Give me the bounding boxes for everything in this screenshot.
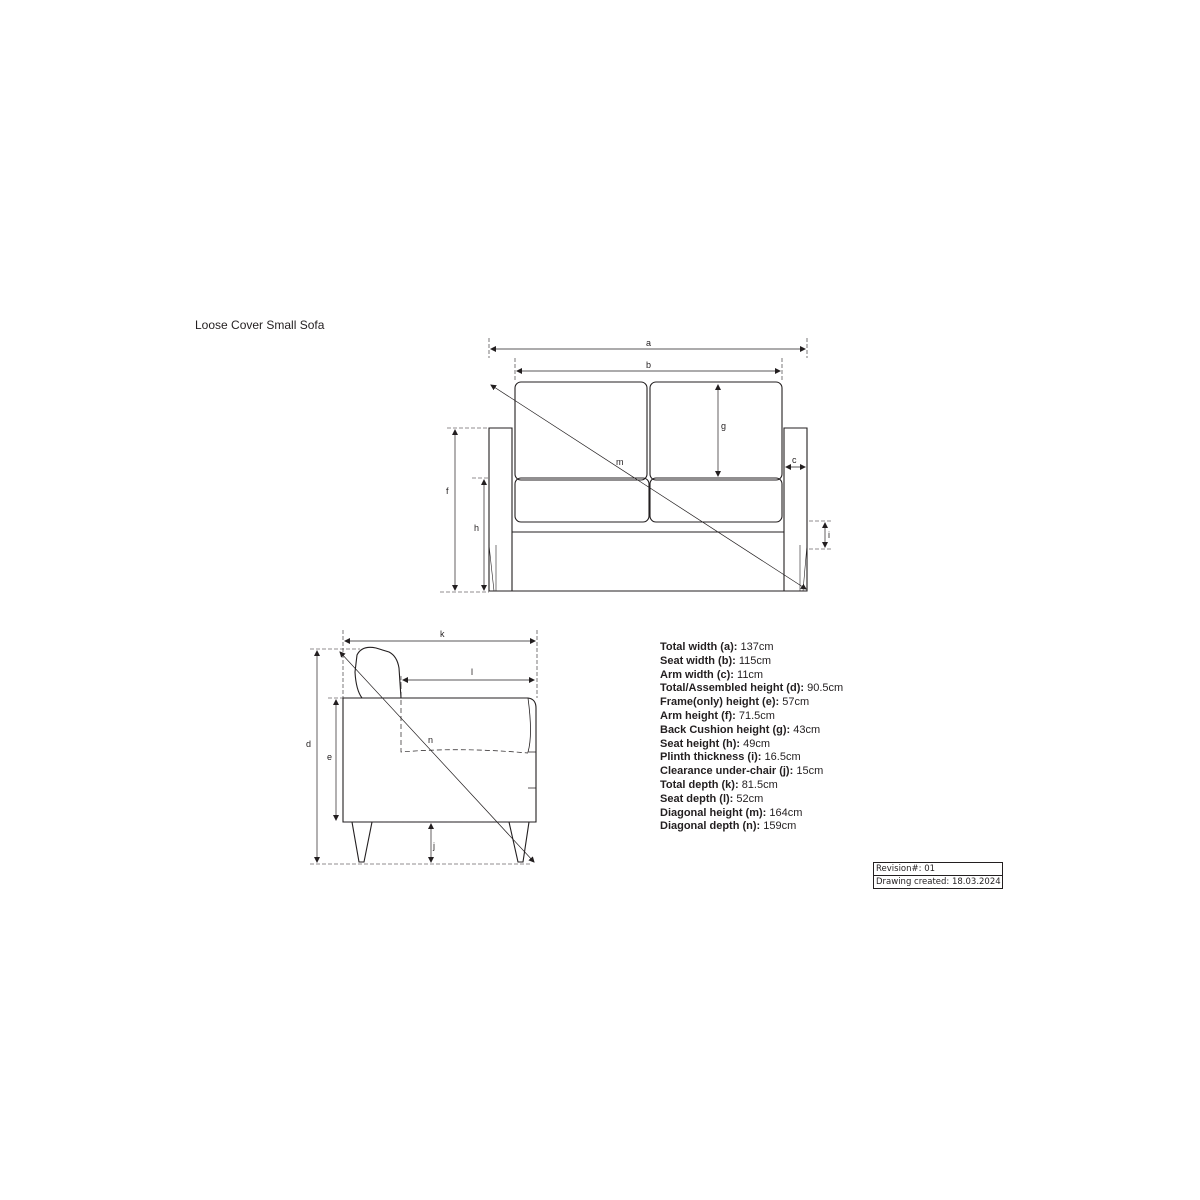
spec-row bbox=[660, 641, 843, 655]
spec-value: 57cm bbox=[782, 696, 810, 709]
spec-value: 115cm bbox=[738, 654, 772, 667]
spec-row bbox=[660, 655, 843, 669]
spec-row bbox=[660, 682, 843, 696]
spec-row bbox=[660, 779, 843, 793]
side-view-labels bbox=[306, 629, 473, 851]
spec-value: 52cm bbox=[736, 792, 764, 805]
spec-label: Back Cushion height (g): bbox=[660, 723, 791, 736]
label-m: m bbox=[616, 457, 624, 467]
dim-m-line bbox=[491, 385, 806, 589]
label-n: n bbox=[428, 735, 434, 745]
label-k: k bbox=[440, 629, 445, 639]
spec-row bbox=[660, 765, 843, 779]
side-view bbox=[310, 630, 537, 864]
label-h: h bbox=[474, 523, 480, 533]
side-leg-front bbox=[352, 822, 372, 862]
side-back-cushion bbox=[355, 647, 401, 698]
spec-label: Arm width (c): bbox=[660, 668, 734, 681]
spec-row bbox=[660, 807, 843, 821]
label-l: l bbox=[471, 667, 473, 677]
label-e: e bbox=[327, 752, 333, 762]
side-seat-hidden bbox=[401, 684, 528, 753]
spec-value: 164cm bbox=[769, 806, 803, 819]
label-j: j bbox=[433, 841, 435, 851]
spec-label: Total width (a): bbox=[660, 641, 738, 653]
side-leg-back bbox=[509, 822, 529, 862]
drawing-created-date: Drawing created: 18.03.2024 bbox=[876, 877, 1001, 887]
right-skirt bbox=[800, 545, 807, 591]
spec-value: 90.5cm bbox=[807, 682, 844, 695]
left-skirt bbox=[489, 545, 496, 591]
spec-label: Frame(only) height (e): bbox=[660, 696, 780, 709]
spec-value: 16.5cm bbox=[764, 751, 801, 764]
front-view bbox=[440, 338, 832, 592]
seat-cushion-left bbox=[515, 478, 649, 522]
spec-label: Total depth (k): bbox=[660, 778, 739, 791]
spec-row bbox=[660, 669, 843, 683]
revision-number: Revision#: 01 bbox=[876, 864, 936, 874]
spec-label: Total/Assembled height (d): bbox=[660, 682, 805, 695]
label-a: a bbox=[646, 338, 652, 348]
label-g: g bbox=[721, 421, 727, 431]
spec-label: Seat depth (l): bbox=[660, 792, 734, 805]
spec-row bbox=[660, 751, 843, 765]
revision-box bbox=[873, 862, 1003, 889]
spec-label: Diagonal height (m): bbox=[660, 806, 767, 819]
back-cushion-right bbox=[650, 382, 782, 480]
spec-row bbox=[660, 710, 843, 724]
right-arm bbox=[784, 428, 807, 591]
dimension-specs bbox=[660, 641, 843, 834]
spec-value: 71.5cm bbox=[738, 709, 775, 722]
spec-label: Clearance under-chair (j): bbox=[660, 765, 794, 778]
spec-row bbox=[660, 793, 843, 807]
spec-label: Seat height (h): bbox=[660, 737, 741, 750]
spec-row bbox=[660, 696, 843, 710]
spec-row bbox=[660, 738, 843, 752]
seat-cushion-right bbox=[650, 478, 782, 522]
label-i: i bbox=[828, 530, 830, 540]
drawing-title: Loose Cover Small Sofa bbox=[195, 318, 325, 332]
spec-label: Arm height (f): bbox=[660, 709, 736, 722]
label-c: c bbox=[792, 455, 797, 465]
spec-value: 159cm bbox=[763, 820, 797, 833]
spec-value: 81.5cm bbox=[741, 778, 778, 791]
spec-label: Plinth thickness (i): bbox=[660, 751, 762, 764]
spec-value: 49cm bbox=[743, 737, 771, 750]
label-d: d bbox=[306, 739, 312, 749]
spec-value: 11cm bbox=[737, 668, 764, 681]
spec-value: 43cm bbox=[793, 723, 821, 736]
spec-label: Seat width (b): bbox=[660, 654, 736, 667]
spec-row bbox=[660, 724, 843, 738]
label-b: b bbox=[646, 360, 652, 370]
side-arm-curve bbox=[528, 698, 536, 788]
spec-value: 137cm bbox=[740, 641, 774, 653]
dim-n-line bbox=[340, 652, 534, 862]
front-view-labels bbox=[446, 338, 830, 540]
back-cushion-left bbox=[515, 382, 647, 480]
spec-row bbox=[660, 820, 843, 834]
label-f: f bbox=[446, 486, 449, 496]
spec-value: 15cm bbox=[796, 765, 824, 778]
spec-label: Diagonal depth (n): bbox=[660, 820, 761, 833]
left-arm bbox=[489, 428, 512, 591]
